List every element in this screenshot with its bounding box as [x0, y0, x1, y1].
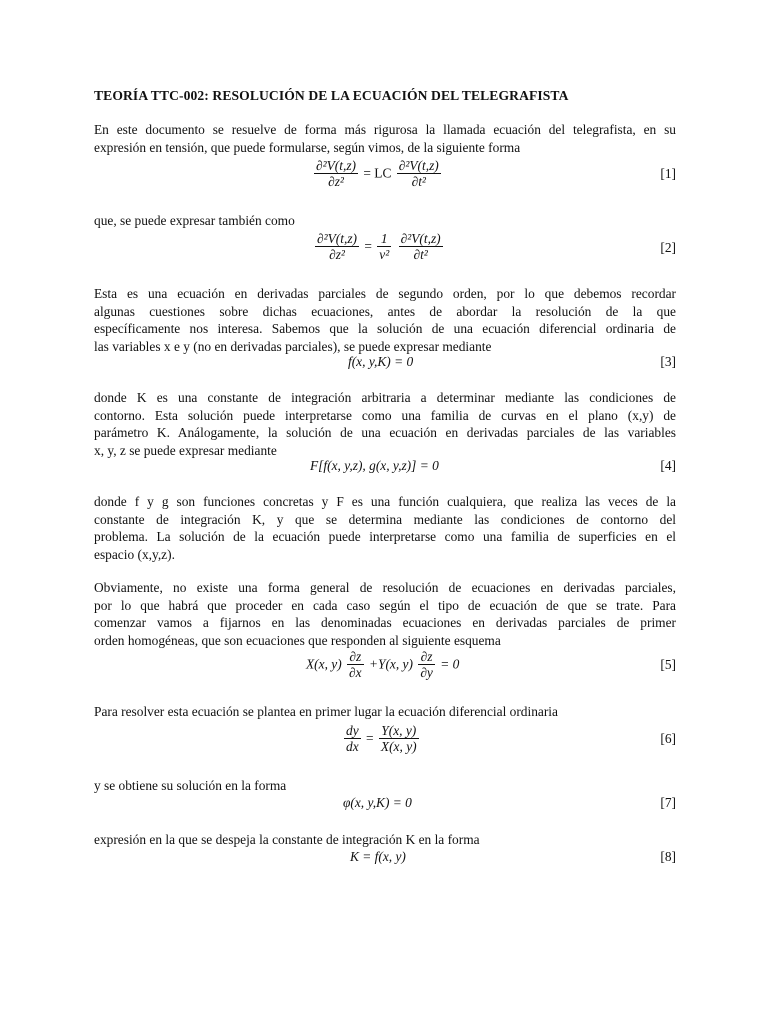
equation-5: X(x, y) $\frac{\partial z}{\partial x}$ +Y(x, y) $\frac{\partial z}{\partial y}$ = 0 [5] [306, 649, 676, 680]
equation-8: K = f(x, y) [8] [350, 849, 676, 864]
equation-number: [8] [660, 849, 676, 864]
document-title: TEORÍA TTC-002: RESOLUCIÓN DE LA ECUACIÓN DEL TELEGRAFISTA [94, 88, 569, 103]
equation-4: F[f(x, y,z), g(x, y,z)] = 0 [4] [310, 458, 676, 473]
equation-number: [7] [660, 795, 676, 810]
paragraph-7: Para resolver esta ecuación se plantea en primer lugar la ecuación diferencial ordinaria [94, 704, 558, 719]
equation-number: [2] [660, 240, 676, 255]
equation-2: $\frac{\text{∂²V(t,z)}}{\text{∂z²}}$ = $\frac{1}{\text{v²}}$ $\frac{\text{∂²V(t,z)}}{\text{∂t²}}$ [2] [317, 231, 676, 262]
paragraph-intro: En este documento se resuelve de forma más rigurosa la llamada ecuación del telegrafista, en su expresión en tensión, que puede formularse, según vimos, de la siguiente forma [94, 122, 676, 155]
equation-7: φ(x, y,K) = 0 [7] [343, 795, 676, 810]
paragraph-3: Esta es una ecuación en derivadas parciales de segundo orden, por lo que debemos recordar algunas cuestiones sobre dichas ecuaciones, antes de abordar la resolución de la que específicamente nos interesa. Sabemos que la solución de una ecuación diferencial ordinaria de las variables x e y (no en derivadas parciales), se puede expresar mediante [94, 286, 676, 354]
paragraph-4: donde K es una constante de integración arbitraria a determinar mediante las condiciones de contorno. Esta solución puede interpretarse como una familia de curvas en el plano (x,y) de parámetro K. Análogamente, la solución de una ecuación en derivadas parciales de las variables x, y, z se puede expresar mediante [94, 390, 676, 458]
paragraph-5: donde f y g son funciones concretas y F es una función cualquiera, que realiza las veces de la constante de integración K, y que se determina mediante las condiciones de contorno del problema. La solución de la ecuación puede interpretarse como una familia de superficies en el espacio (x,y,z). [94, 494, 676, 562]
equation-3: f(x, y,K) = 0 [3] [348, 354, 676, 369]
equation-number: [4] [660, 458, 676, 473]
paragraph-8: y se obtiene su solución en la forma [94, 778, 287, 793]
equation-number: [6] [660, 731, 676, 746]
equation-number: [5] [660, 657, 676, 672]
paragraph-9: expresión en la que se despeja la constante de integración K en la forma [94, 832, 480, 847]
equation-number: [1] [660, 166, 676, 181]
paragraph-6: Obviamente, no existe una forma general de resolución de ecuaciones en derivadas parciales, por lo que habrá que proceder en cada caso según el tipo de ecuación de que se trate. Para comenzar vamos a fijarnos en las denominadas ecuaciones en derivadas parciales de primer orden homogéneas, que son ecuaciones que responden al siguiente esquema [94, 580, 676, 648]
paragraph-2: que, se puede expresar también como [94, 213, 295, 228]
equation-number: [3] [660, 354, 676, 369]
equation-6: $\frac{dy}{dx}$ = $\frac{Y(x, y)}{X(x, y)}$ [6] [346, 723, 676, 754]
equation-1: $\frac{\text{∂²V(t,z)}}{\text{∂z²}}$ = LC $\frac{\text{∂²V(t,z)}}{\text{∂t²}}$ [1] [316, 158, 676, 189]
